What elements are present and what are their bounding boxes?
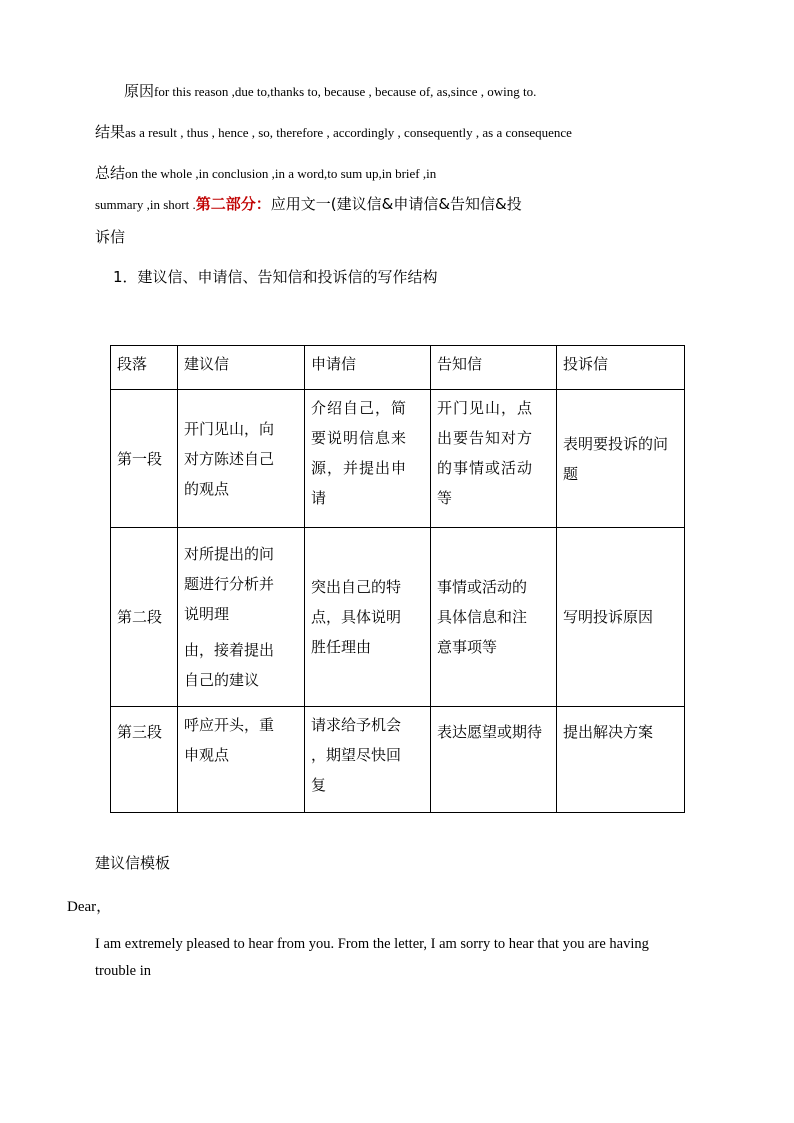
- header-cell: 投诉信: [557, 346, 685, 390]
- cell-line: 等: [437, 489, 454, 507]
- table-cell: [178, 707, 305, 813]
- table-cell: [557, 707, 685, 813]
- part-two-title: 应用文一(建议信&申请信&告知信&投: [270, 195, 522, 213]
- summary-label: 总结: [95, 164, 126, 182]
- row-label: 第一段: [111, 390, 178, 528]
- result-label: 结果: [95, 123, 126, 141]
- body-line-1: I am extremely pleased to hear from you. From the letter, I am sorry to hear that you are having: [95, 936, 649, 952]
- body-line-2: trouble in: [95, 963, 151, 979]
- template-title: 建议信模板: [95, 854, 171, 872]
- table-cell: [557, 528, 685, 707]
- cell-line: 说明理: [184, 605, 230, 623]
- table-cell: [305, 528, 431, 707]
- header-cell: 告知信: [431, 346, 557, 390]
- cell-line: 自己的建议: [184, 671, 260, 689]
- summary-line-2: [95, 193, 522, 214]
- table-cell: [431, 528, 557, 707]
- result-text: as a result , thus , hence , so, therefore , accordingly , consequently , as a consequence: [125, 125, 572, 140]
- cell-line: 表明要投诉的问: [563, 434, 669, 453]
- table-row: [111, 390, 685, 528]
- cell-line: 的观点: [184, 479, 230, 498]
- cell-line: 呼应开头，重: [184, 716, 275, 734]
- cell-line: 出要告知对方: [437, 429, 534, 447]
- table-cell: [431, 390, 557, 528]
- summary-line-1: [95, 162, 436, 183]
- part-two-label: 第二部分：: [195, 195, 271, 213]
- reason-text: for this reason ,due to,thanks to, because , because of, as,since , owing to.: [154, 84, 537, 99]
- cell-line: 请: [311, 489, 328, 507]
- table-row: [111, 707, 685, 813]
- cell-line: 开门见山，点: [437, 399, 534, 417]
- cell-line: 写明投诉原因: [563, 608, 654, 626]
- cell-line: 题进行分析并: [184, 575, 275, 593]
- cell-line: 申观点: [184, 746, 230, 764]
- cell-line: 介绍自己，简: [311, 399, 408, 417]
- table-cell: [305, 390, 431, 528]
- cell-line: 的事情或活动: [437, 459, 534, 477]
- cell-line: 源，并提出申: [311, 459, 408, 477]
- header-cell: 段落: [111, 346, 178, 390]
- reason-line: [124, 80, 536, 101]
- cell-line: 提出解决方案: [563, 723, 654, 741]
- part-two-title-cont: 诉信: [95, 228, 126, 246]
- table-cell: [178, 528, 305, 707]
- summary-text-2: summary ,in short .: [95, 197, 196, 212]
- cell-line: 突出自己的特: [311, 578, 402, 596]
- header-cell: 申请信: [305, 346, 431, 390]
- table-cell: [431, 707, 557, 813]
- table-cell: [305, 707, 431, 813]
- structure-table: [110, 345, 685, 813]
- result-line: [95, 121, 572, 142]
- table-header-row: [111, 346, 685, 390]
- cell-line: 事情或活动的: [437, 578, 528, 596]
- reason-label: 原因: [124, 82, 155, 100]
- cell-line: 对方陈述自己: [184, 449, 275, 468]
- cell-line: 胜任理由: [311, 638, 372, 656]
- row-label: 第三段: [111, 707, 178, 813]
- cell-line: 请求给予机会: [311, 716, 402, 734]
- row-label: 第二段: [111, 528, 178, 707]
- cell-line: 复: [311, 776, 327, 794]
- header-cell: 建议信: [178, 346, 305, 390]
- table-cell: [557, 390, 685, 528]
- table-cell: [178, 390, 305, 528]
- greeting: Dear，: [67, 899, 112, 915]
- cell-line: 意事项等: [437, 638, 498, 656]
- summary-text-1: on the whole ,in conclusion ,in a word,to sum up,in brief ,in: [125, 166, 437, 181]
- cell-line: 开门见山，向: [184, 419, 275, 438]
- cell-line: 表达愿望或期待: [437, 723, 543, 741]
- cell-line: 由，接着提出: [184, 641, 275, 659]
- cell-line: 对所提出的问: [184, 545, 275, 563]
- cell-line: 具体信息和注: [437, 608, 528, 626]
- cell-line: 题: [563, 464, 579, 483]
- cell-line: 点，具体说明: [311, 608, 402, 626]
- table-row: [111, 528, 685, 707]
- cell-line: 要说明信息来: [311, 429, 408, 447]
- section-heading: 1．建议信、申请信、告知信和投诉信的写作结构: [113, 268, 438, 286]
- cell-line: ，期望尽快回: [311, 746, 402, 764]
